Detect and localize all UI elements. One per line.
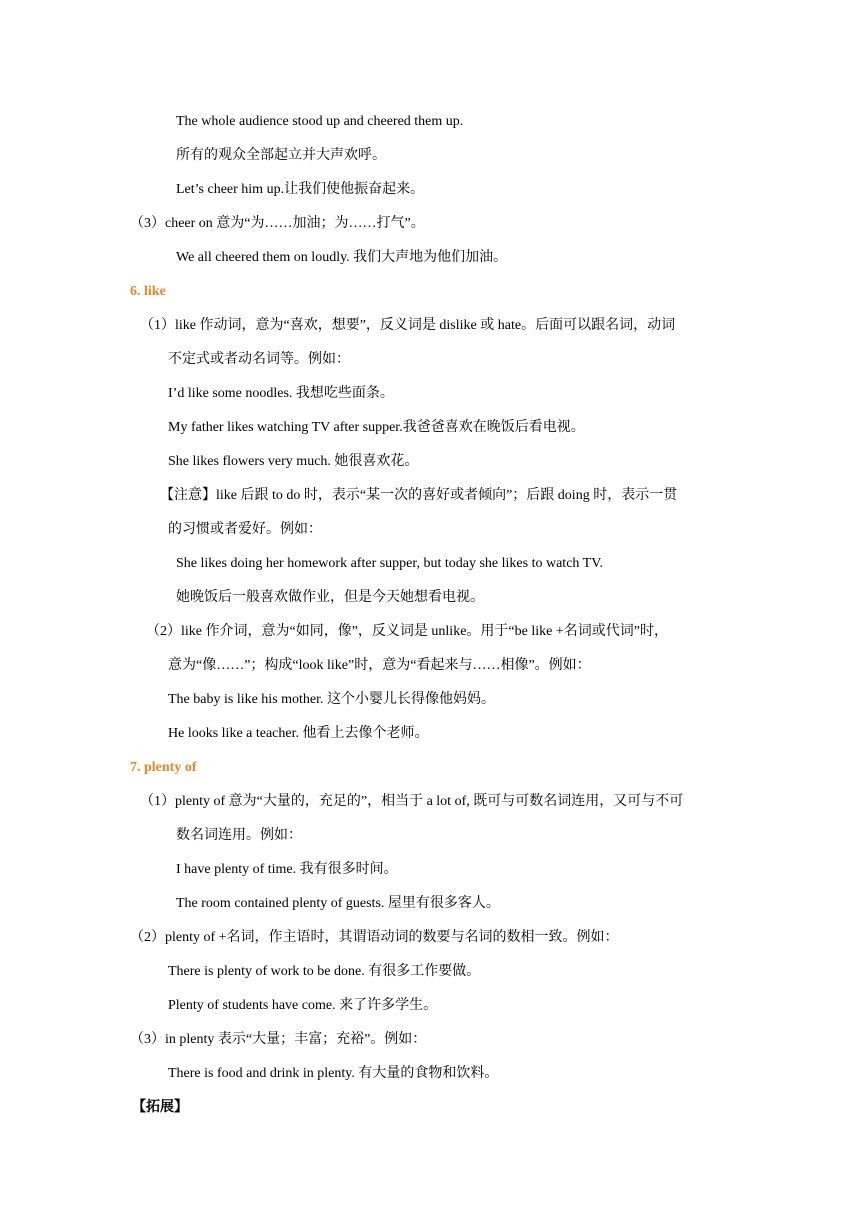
usage-point: （2）plenty of +名词，作主语时，其谓语动词的数要与名词的数相一致。例如： (130, 930, 619, 945)
example-sentence: The baby is like his mother. 这个小婴儿长得像他妈妈。 (168, 692, 496, 707)
example-sentence: There is food and drink in plenty. 有大量的食物和饮料。 (168, 1066, 499, 1081)
usage-point: （3）in plenty 表示“大量；丰富；充裕”。例如： (130, 1032, 427, 1047)
example-sentence: There is plenty of work to be done. 有很多工作要做。 (168, 964, 481, 979)
example-sentence: Plenty of students have come. 来了许多学生。 (168, 998, 438, 1013)
expansion-label: 【拓展】 (132, 1100, 188, 1115)
example-sentence: She likes doing her homework after supper, but today she likes to watch TV. (176, 556, 604, 571)
example-sentence: My father likes watching TV after supper.我爸爸喜欢在晚饭后看电视。 (168, 420, 585, 435)
usage-point: （2）like 作介词，意为“如同，像”，反义词是 unlike。用于“be like +名词或代词”时， (146, 624, 668, 639)
example-sentence: We all cheered them on loudly. 我们大声地为他们加油。 (176, 250, 508, 265)
example-sentence: I have plenty of time. 我有很多时间。 (176, 862, 398, 877)
example-sentence: Let’s cheer him up.让我们使他振奋起来。 (176, 182, 425, 197)
usage-point: （3）cheer on 意为“为……加油；为……打气”。 (130, 216, 425, 231)
usage-point: （1）like 作动词，意为“喜欢，想要”，反义词是 dislike 或 hate。后面可以跟名词，动词 (140, 318, 676, 333)
example-sentence: The whole audience stood up and cheered them up. (176, 114, 464, 129)
usage-point: （1）plenty of 意为“大量的，充足的”，相当于 a lot of, 既可与可数名词连用，又可与不可 (140, 794, 684, 809)
example-translation: 她晚饭后一般喜欢做作业，但是今天她想看电视。 (176, 590, 484, 605)
usage-point-continued: 不定式或者动名词等。例如： (168, 352, 350, 367)
example-sentence: The room contained plenty of guests. 屋里有很多客人。 (176, 896, 500, 911)
section-heading-like: 6. like (130, 284, 166, 299)
note: 【注意】like 后跟 to do 时，表示“某一次的喜好或者倾向”；后跟 doing 时，表示一贯 (160, 488, 678, 503)
usage-point-continued: 意为“像……”；构成“look like”时，意为“看起来与……相像”。例如： (168, 658, 591, 673)
example-translation: 所有的观众全部起立并大声欢呼。 (176, 148, 386, 163)
section-heading-plenty-of: 7. plenty of (130, 760, 197, 775)
example-sentence: I’d like some noodles. 我想吃些面条。 (168, 386, 394, 401)
example-sentence: He looks like a teacher. 他看上去像个老师。 (168, 726, 429, 741)
note-continued: 的习惯或者爱好。例如： (168, 522, 322, 537)
usage-point-continued: 数名词连用。例如： (176, 828, 302, 843)
example-sentence: She likes flowers very much. 她很喜欢花。 (168, 454, 419, 469)
